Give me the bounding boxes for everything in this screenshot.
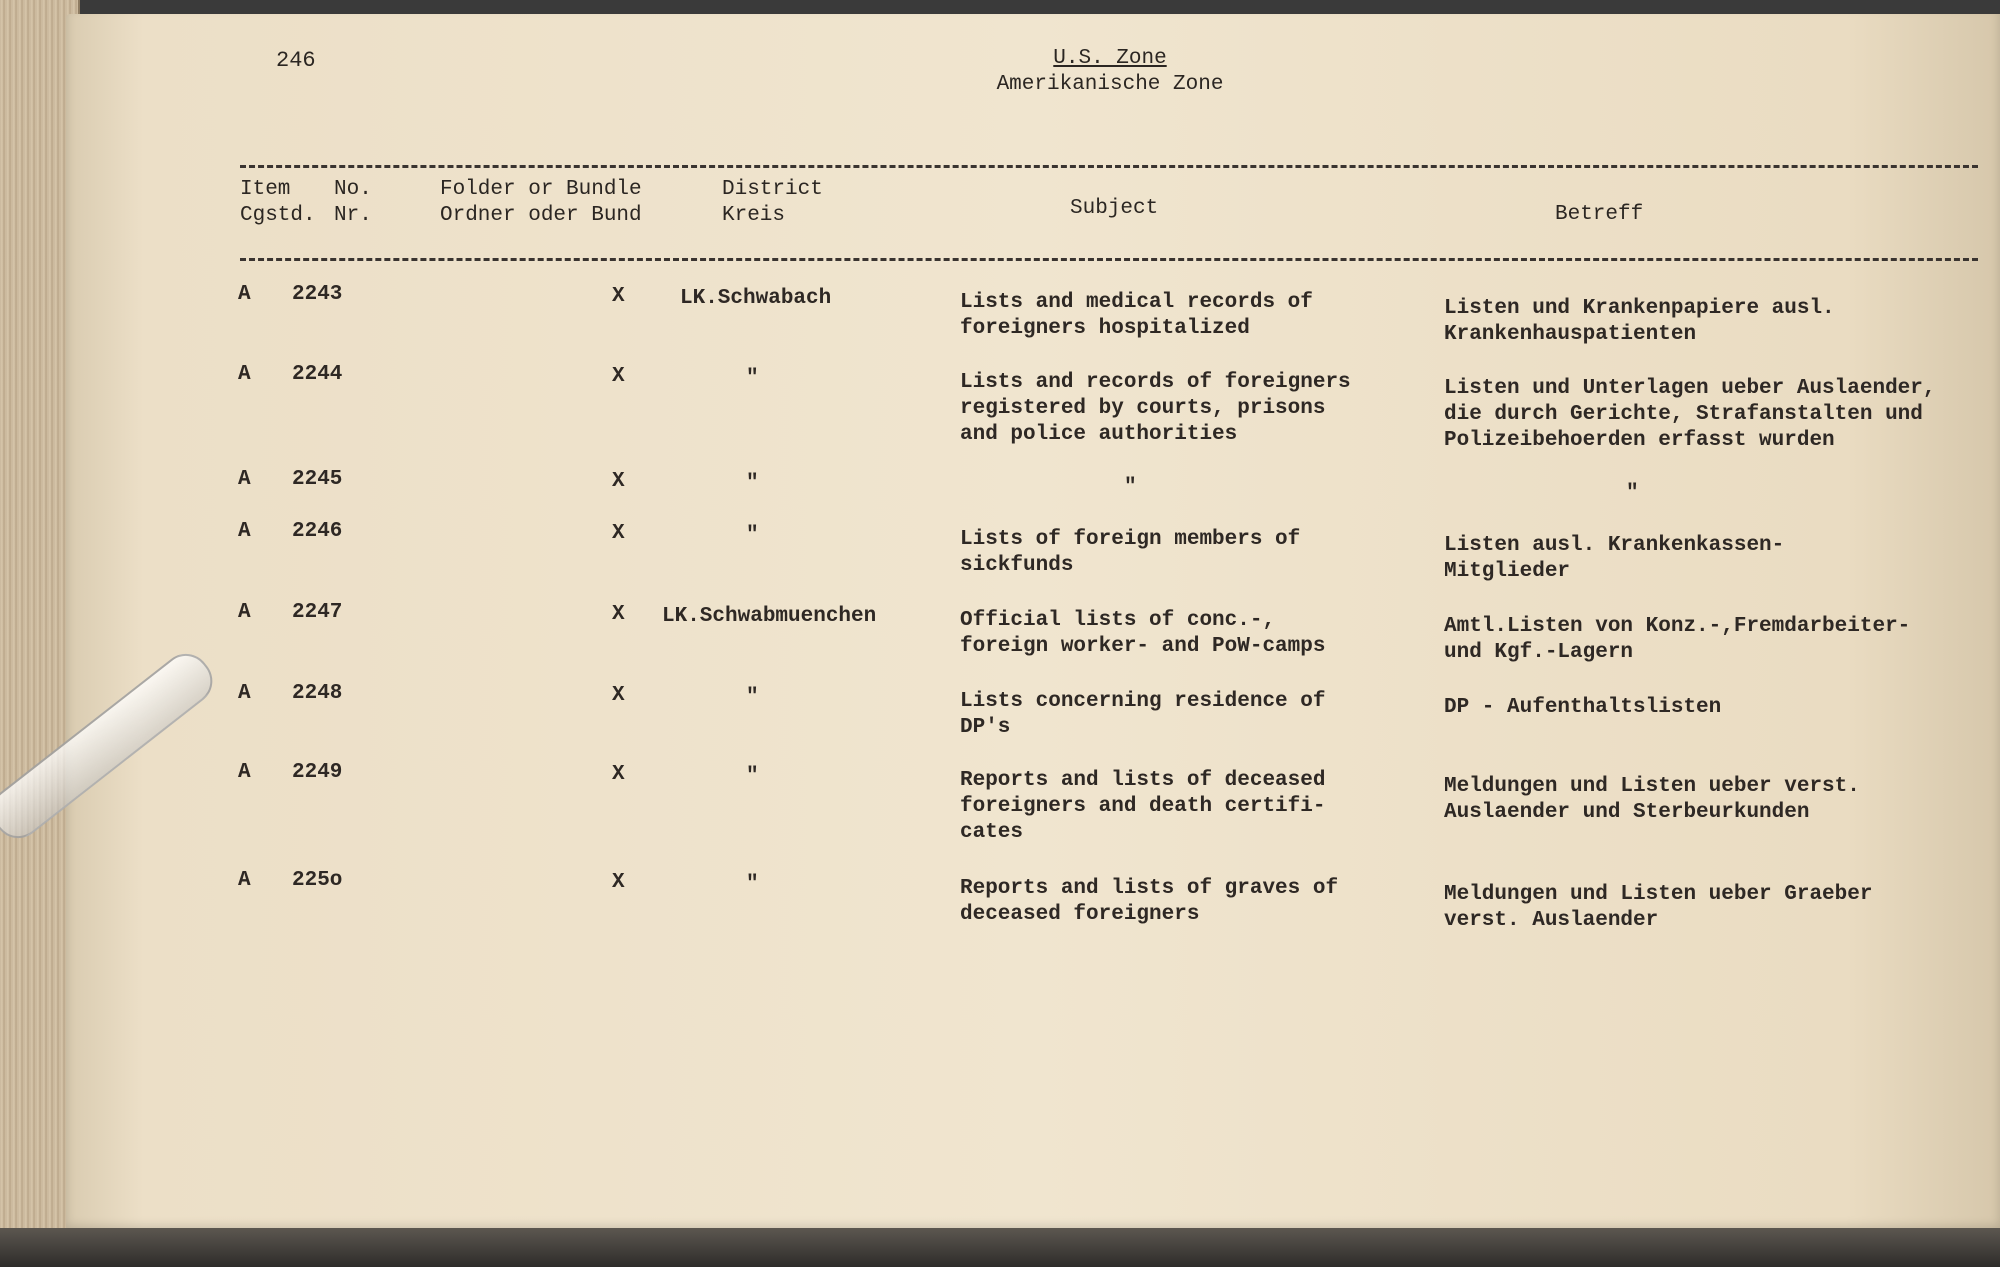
row-2-no: 2245: [292, 468, 343, 491]
row-2-district: ": [746, 472, 759, 495]
zone-title-de: Amerikanische Zone: [996, 73, 1224, 96]
col-head-item: [240, 177, 316, 229]
row-0-betreff: Listen und Krankenpapiere ausl. Krankenhauspatienten: [1444, 297, 1835, 346]
col-district-label: District: [722, 178, 823, 201]
row-4-district: LK.Schwabmuenchen: [662, 605, 877, 628]
row-4-item: A: [238, 601, 251, 624]
col-head-district: [722, 177, 823, 229]
row-5-district: ": [746, 686, 759, 709]
row-6-folder: X: [612, 763, 625, 786]
row-2-item: A: [238, 468, 251, 491]
zone-title-en: U.S. Zone: [1053, 47, 1167, 70]
row-7-item: A: [238, 869, 251, 892]
row-6-item: A: [238, 761, 251, 784]
col-item-label: Item: [240, 178, 291, 201]
row-7-folder: X: [612, 871, 625, 894]
row-2-betreff: ": [1626, 482, 1639, 505]
row-0-item: A: [238, 283, 251, 306]
col-district-label-de: Kreis: [722, 204, 786, 227]
row-5-subject: Lists concerning residence of DP's: [960, 690, 1326, 739]
col-head-folder: [440, 177, 642, 229]
row-0-no: 2243: [292, 283, 343, 306]
row-4-folder: X: [612, 603, 625, 626]
col-head-subject: Subject: [1070, 197, 1159, 220]
row-5-betreff: DP - Aufenthaltslisten: [1444, 696, 1722, 719]
row-4-no: 2247: [292, 601, 343, 624]
col-head-no: [334, 177, 372, 229]
row-7-subject: Reports and lists of graves of deceased foreigners: [960, 877, 1339, 926]
col-no-label: No.: [334, 178, 372, 201]
row-3-subject: Lists of foreign members of sickfunds: [960, 528, 1301, 577]
page-number: 246: [276, 48, 316, 73]
row-4-subject: Official lists of conc.-, foreign worker- and PoW-camps: [960, 609, 1326, 658]
col-folder-label: Folder or Bundle: [440, 178, 642, 201]
row-3-no: 2246: [292, 520, 343, 543]
row-3-folder: X: [612, 522, 625, 545]
row-2-folder: X: [612, 470, 625, 493]
row-5-no: 2248: [292, 682, 343, 705]
row-6-betreff: Meldungen und Listen ueber verst. Auslaender und Sterbeurkunden: [1444, 775, 1860, 824]
row-7-no: 225o: [292, 869, 343, 892]
row-3-betreff: Listen ausl. Krankenkassen- Mitglieder: [1444, 534, 1785, 583]
row-1-betreff: Listen und Unterlagen ueber Auslaender, die durch Gerichte, Strafanstalten und Polizeibehoerden erfasst wurden: [1444, 377, 1936, 452]
col-head-betreff: Betreff: [1555, 203, 1644, 226]
row-0-folder: X: [612, 285, 625, 308]
row-7-betreff: Meldungen und Listen ueber Graeber verst. Auslaender: [1444, 883, 1873, 932]
row-3-district: ": [746, 524, 759, 547]
book-bottom-edge: [0, 1228, 2000, 1267]
col-item-label-de: Cgstd.: [240, 204, 316, 227]
row-1-district: ": [746, 367, 759, 390]
row-2-subject: ": [1124, 476, 1137, 499]
row-3-item: A: [238, 520, 251, 543]
row-1-folder: X: [612, 365, 625, 388]
row-4-betreff: Amtl.Listen von Konz.-,Fremdarbeiter- und Kgf.-Lagern: [1444, 615, 1911, 664]
row-7-district: ": [746, 873, 759, 896]
row-6-subject: Reports and lists of deceased foreigners and death certifi- cates: [960, 769, 1326, 844]
row-6-no: 2249: [292, 761, 343, 784]
row-5-item: A: [238, 682, 251, 705]
row-0-subject: Lists and medical records of foreigners hospitalized: [960, 291, 1313, 340]
col-folder-label-de: Ordner oder Bund: [440, 204, 642, 227]
row-1-subject: Lists and records of foreigners registered by courts, prisons and police authorities: [960, 371, 1351, 446]
header-top-rule: [240, 165, 1978, 168]
row-5-folder: X: [612, 684, 625, 707]
zone-header: [990, 46, 1230, 98]
row-1-item: A: [238, 363, 251, 386]
col-no-label-de: Nr.: [334, 204, 372, 227]
header-bottom-rule: [240, 258, 1978, 261]
row-1-no: 2244: [292, 363, 343, 386]
row-0-district: LK.Schwabach: [680, 287, 832, 310]
row-6-district: ": [746, 765, 759, 788]
